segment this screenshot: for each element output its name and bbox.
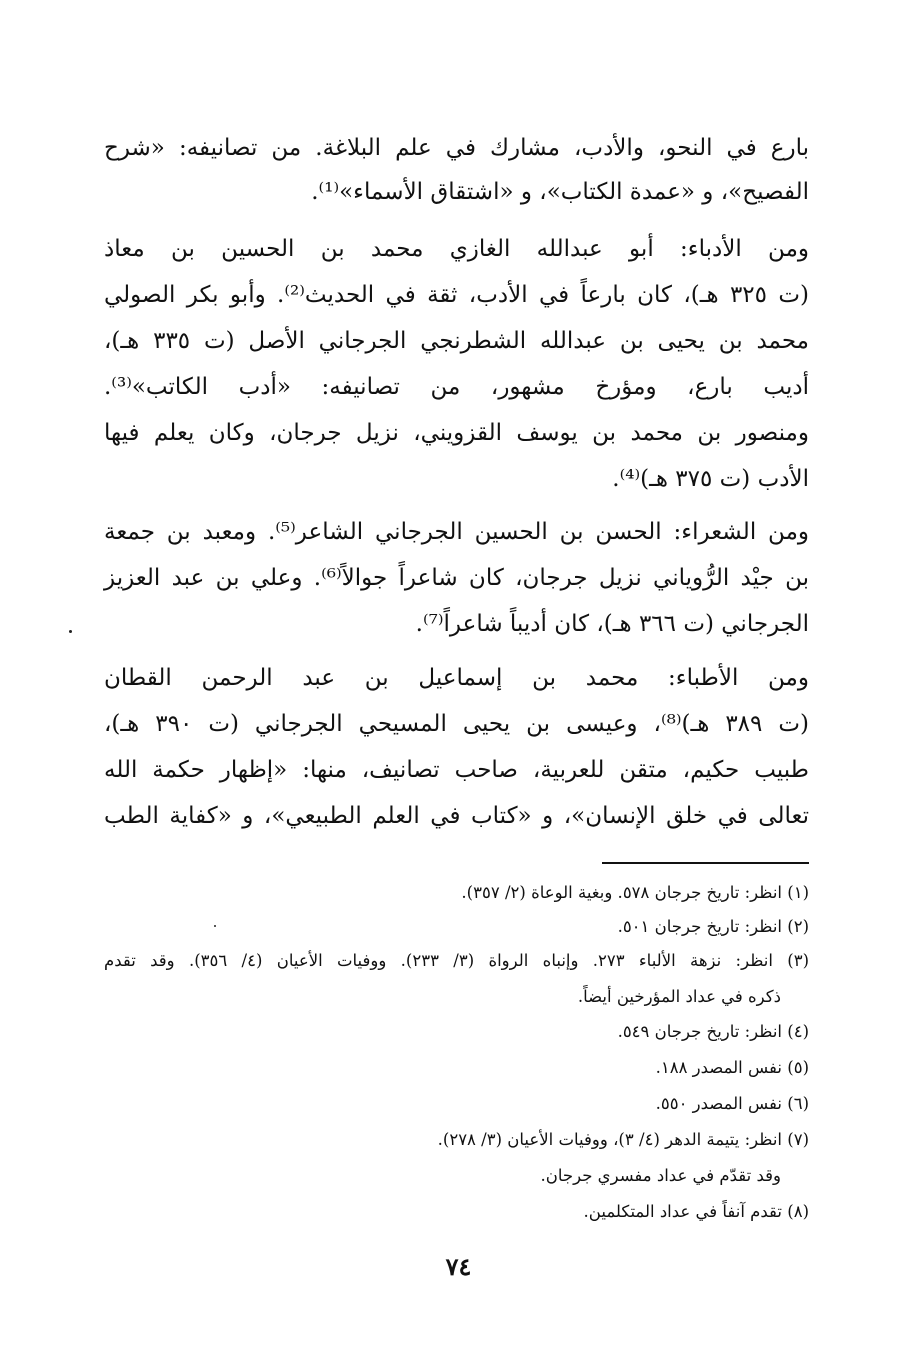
body-line: أديب بارع، ومؤرخ مشهور، من تصانيفه: «أدب الكاتب»⁽³⁾. [104,374,809,400]
footnote-separator [602,862,809,864]
footnote: (٦) نفس المصدر ٥٥٠. [655,1094,809,1113]
body-line: (ت ٣٢٥ هـ)، كان بارعاً في الأدب، ثقة في الحديث⁽²⁾. وأبو بكر الصولي [104,282,809,308]
footnote: (١) انظر: تاريخ جرجان ٥٧٨. وبغية الوعاة (٢/ ٣٥٧). [461,883,809,902]
footnote-continuation: ذكره في عداد المؤرخين أيضاً. [577,987,781,1006]
body-line: محمد بن يحيى بن عبدالله الشطرنجي الجرجاني الأصل (ت ٣٣٥ هـ)، [104,328,809,354]
footnote: (٤) انظر: تاريخ جرجان ٥٤٩. [617,1022,809,1041]
body-line: (ت ٣٨٩ هـ)⁽⁸⁾، وعيسى بن يحيى المسيحي الجرجاني (ت ٣٩٠ هـ)، [104,711,809,737]
body-line: الأدب (ت ٣٧٥ هـ)⁽⁴⁾. [612,466,809,492]
page-number: ٧٤ [445,1252,472,1281]
body-line: بارع في النحو، والأدب، مشارك في علم البلاغة. من تصانيفه: «شرح [104,135,809,161]
body-line: ومن الأدباء: أبو عبدالله الغازي محمد بن الحسين بن معاذ [104,236,809,262]
footnote: (٧) انظر: يتيمة الدهر (٤/ ٣)، ووفيات الأعيان (٣/ ٢٧٨). [437,1130,809,1149]
body-line: الجرجاني (ت ٣٦٦ هـ)، كان أديباً شاعراً⁽⁷⁾. [415,611,809,637]
body-line: بن جيْد الرُّوياني نزيل جرجان، كان شاعراً جوالاً⁽⁶⁾. وعلي بن عبد العزيز [104,565,809,591]
footnote: (٢) انظر: تاريخ جرجان ٥٠١. [617,917,809,936]
body-line: ومن الشعراء: الحسن بن الحسين الجرجاني الشاعر⁽⁵⁾. ومعبد بن جمعة [104,519,809,545]
body-line: طبيب حكيم، متقن للعربية، صاحب تصانيف، منها: «إظهار حكمة الله [104,757,809,783]
footnote: (٨) تقدم آنفاً في عداد المتكلمين. [583,1202,809,1221]
body-line: ومن الأطباء: محمد بن إسماعيل بن عبد الرحمن القطان [104,665,809,691]
body-line: ومنصور بن محمد بن يوسف القزويني، نزيل جرجان، وكان يعلم فيها [104,420,809,446]
footnote: (٣) انظر: نزهة الألباء ٢٧٣. وإنباه الرواة (٣/ ٢٣٣). ووفيات الأعيان (٤/ ٣٥٦). وقد تقدم [104,951,809,970]
footnote-continuation: وقد تقدّم في عداد مفسري جرجان. [540,1166,781,1185]
footnote: (٥) نفس المصدر ١٨٨. [655,1058,809,1077]
ink-speck [69,630,72,633]
body-line: الفصيح»، و «عمدة الكتاب»، و «اشتقاق الأسماء»⁽¹⁾. [311,179,809,205]
body-line: تعالى في خلق الإنسان»، و «كتاب في العلم الطبيعي»، و «كفاية الطب [104,803,809,829]
